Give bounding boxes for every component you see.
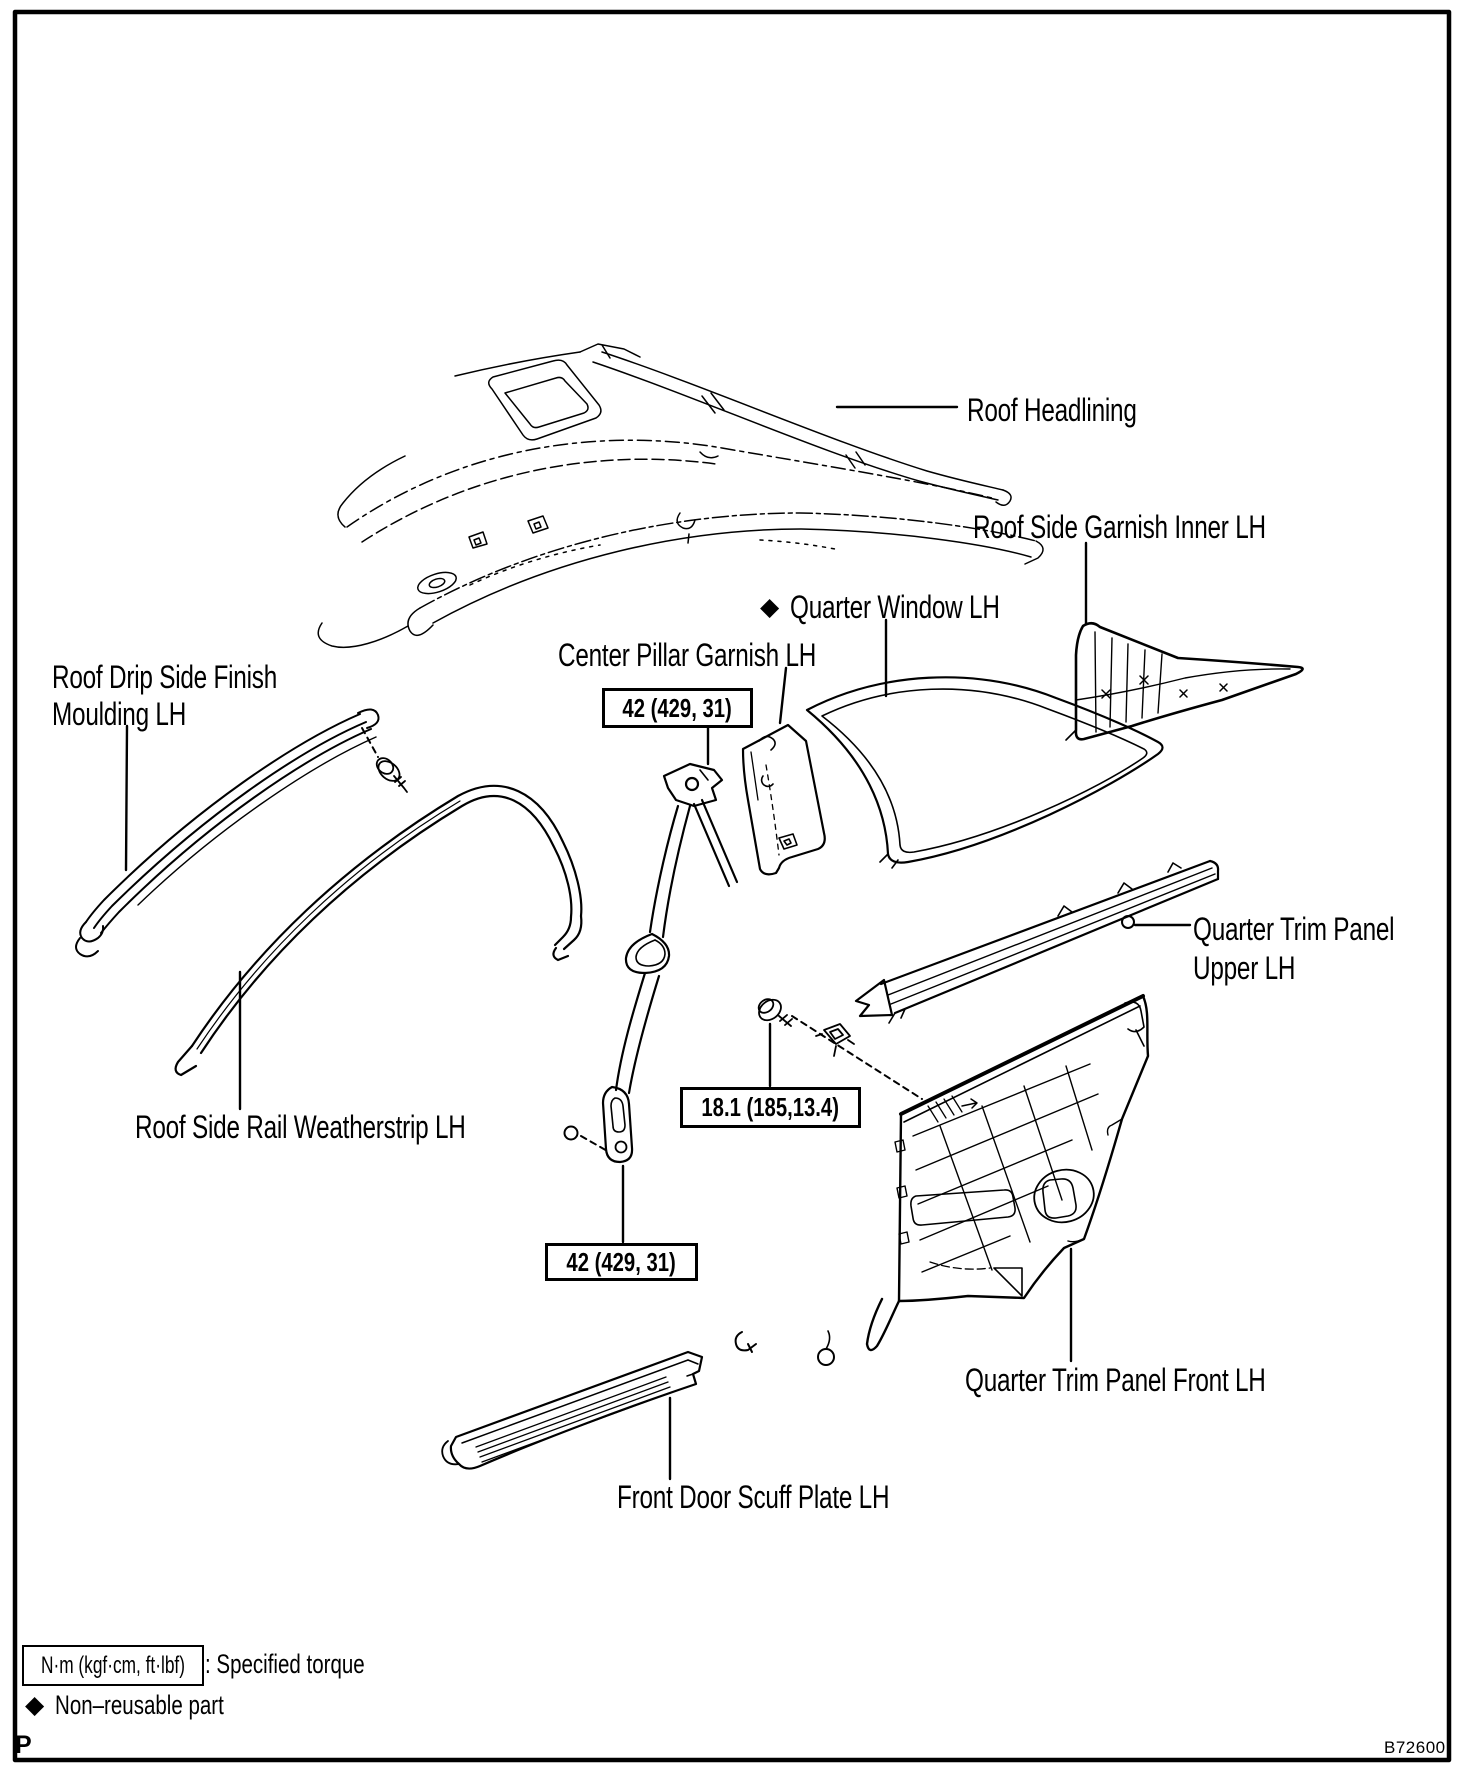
label-roof-headlining: Roof Headlining (967, 392, 1137, 428)
roof-drip-moulding-drawing (76, 709, 379, 956)
label-center-pillar-garnish: Center Pillar Garnish LH (558, 637, 817, 673)
center-pillar-garnish-drawing (743, 725, 825, 874)
torque-value-belt-lower: 42 (429, 31) (566, 1246, 677, 1277)
non-reusable-diamond-icon: ◆ (760, 593, 780, 621)
page-marker: P (15, 1731, 32, 1759)
small-clip-icons (736, 1331, 834, 1365)
label-quarter-window-text: Quarter Window LH (790, 589, 1000, 625)
weatherstrip-drawing (176, 786, 582, 1075)
label-quarter-trim-upper-line1: Quarter Trim Panel (1193, 911, 1395, 947)
label-front-door-scuff-plate: Front Door Scuff Plate LH (617, 1479, 890, 1515)
quarter-trim-panel-upper-drawing (856, 861, 1218, 1023)
washer-icon (565, 1127, 578, 1140)
torque-box-belt-upper (602, 688, 753, 728)
leader-lines (126, 407, 1190, 1479)
quarter-window-drawing (807, 677, 1163, 868)
label-roof-drip-line1: Roof Drip Side Finish (52, 659, 277, 695)
torque-box-belt-lower (545, 1243, 698, 1281)
label-quarter-trim-upper-line2: Upper LH (1193, 950, 1296, 986)
torque-value-belt-upper: 42 (429, 31) (622, 692, 733, 723)
legend-non-reusable-text: Non–reusable part (55, 1690, 225, 1720)
legend-torque-unit-box (22, 1645, 204, 1686)
quarter-trim-panel-front-drawing (867, 996, 1148, 1350)
label-quarter-trim-upper (1193, 910, 1394, 988)
bolt-icon (755, 996, 792, 1026)
label-roof-drip-line2: Moulding LH (52, 696, 187, 732)
legend-non-reusable-row (25, 1690, 277, 1721)
figure-code: B72600 (1384, 1738, 1446, 1757)
roof-side-garnish-inner-drawing (1066, 623, 1303, 740)
legend-diamond-icon: ◆ (25, 1691, 45, 1719)
label-quarter-window (760, 589, 1066, 626)
torque-value-trim-bolt: 18.1 (185,13.4) (701, 1092, 840, 1122)
front-door-scuff-plate-drawing (442, 1352, 702, 1469)
screw-icon (374, 755, 407, 792)
label-roof-drip-moulding (52, 659, 277, 733)
label-roof-side-rail-weatherstrip: Roof Side Rail Weatherstrip LH (135, 1109, 466, 1145)
legend-torque-unit: N·m (kgf·cm, ft·lbf) (41, 1651, 186, 1679)
label-quarter-trim-front: Quarter Trim Panel Front LH (965, 1362, 1266, 1398)
torque-box-trim-bolt (680, 1087, 861, 1128)
legend-torque-desc: : Specified torque (205, 1649, 365, 1679)
label-roof-side-garnish-inner: Roof Side Garnish Inner LH (973, 509, 1266, 545)
